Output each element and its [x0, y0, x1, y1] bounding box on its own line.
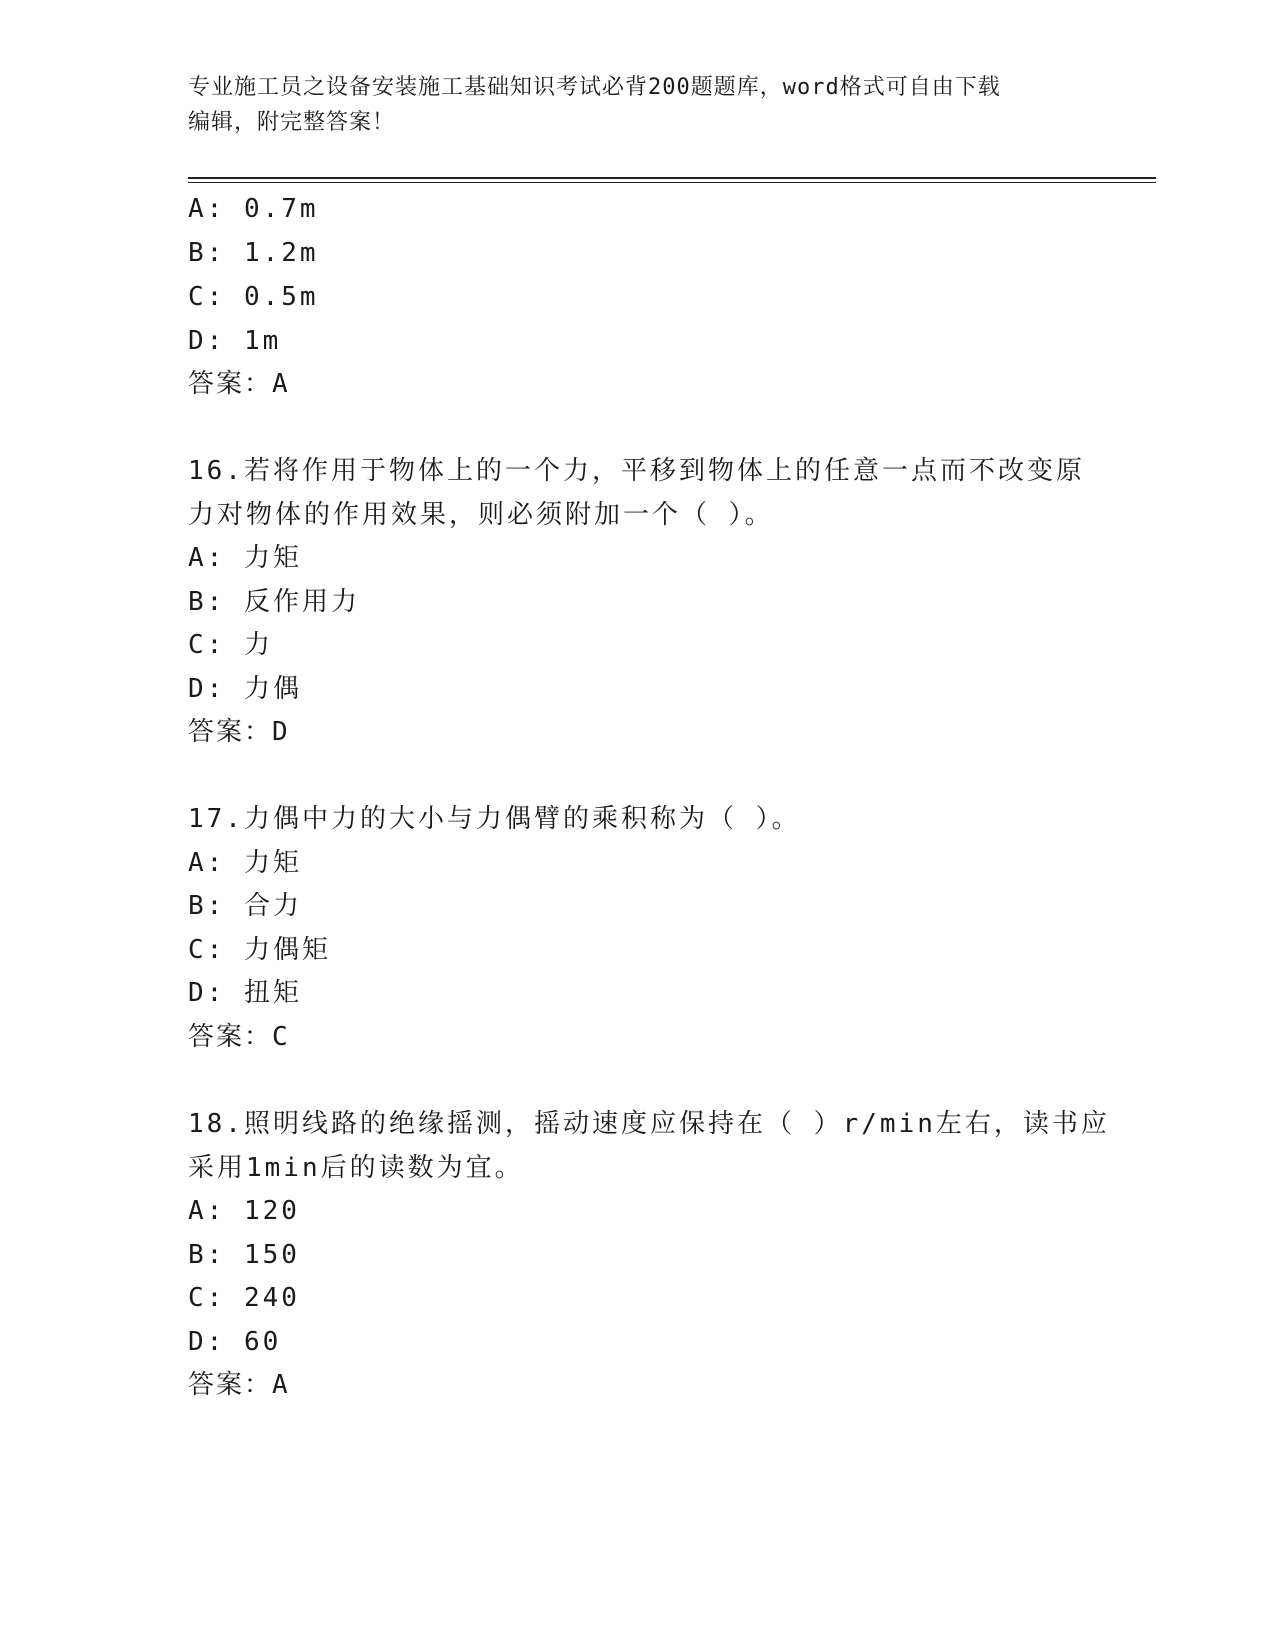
q17-stem-line-1: 17.力偶中力的大小与力偶臂的乘积称为（ ）。 — [188, 804, 801, 834]
q17-answer: 答案：C — [188, 1022, 290, 1052]
header-divider-thin — [188, 182, 1156, 183]
q16-option-b: B: 反作用力 — [188, 587, 360, 617]
q16-stem-line-1: 16.若将作用于物体上的一个力，平移到物体上的任意一点而不改变原 — [188, 456, 1085, 486]
q18-stem-line-1: 18.照明线路的绝缘摇测，摇动速度应保持在（ ）r/min左右，读书应 — [188, 1109, 1110, 1139]
q18-option-a: A: 120 — [188, 1196, 300, 1226]
q16-answer: 答案：D — [188, 717, 290, 747]
q17-option-a: A: 力矩 — [188, 848, 302, 878]
q17-option-d: D: 扭矩 — [188, 978, 302, 1008]
q15-answer: 答案：A — [188, 369, 290, 399]
q16-option-d: D: 力偶 — [188, 674, 302, 704]
q15-option-b: B: 1.2m — [188, 238, 319, 268]
q18-answer: 答案：A — [188, 1370, 290, 1400]
document-header — [188, 70, 1088, 140]
q15-option-a: A: 0.7m — [188, 194, 319, 224]
q18-stem-line-2: 采用1min后的读数为宜。 — [188, 1153, 524, 1183]
q17-option-c: C: 力偶矩 — [188, 935, 331, 965]
q18-option-d: D: 60 — [188, 1327, 282, 1357]
q16-option-c: C: 力 — [188, 630, 273, 660]
q17-option-b: B: 合力 — [188, 891, 302, 921]
q18-option-c: C: 240 — [188, 1283, 300, 1313]
header-line-2: 编辑，附完整答案！ — [188, 110, 396, 135]
header-line-1: 专业施工员之设备安装施工基础知识考试必背200题题库，word格式可自由下载 — [188, 75, 1001, 100]
q15-option-c: C: 0.5m — [188, 282, 319, 312]
header-divider-thick — [188, 177, 1156, 179]
q16-stem-line-2: 力对物体的作用效果，则必须附加一个（ ）。 — [188, 500, 774, 530]
q16-option-a: A: 力矩 — [188, 543, 302, 573]
q18-option-b: B: 150 — [188, 1240, 300, 1270]
q15-option-d: D: 1m — [188, 326, 282, 356]
